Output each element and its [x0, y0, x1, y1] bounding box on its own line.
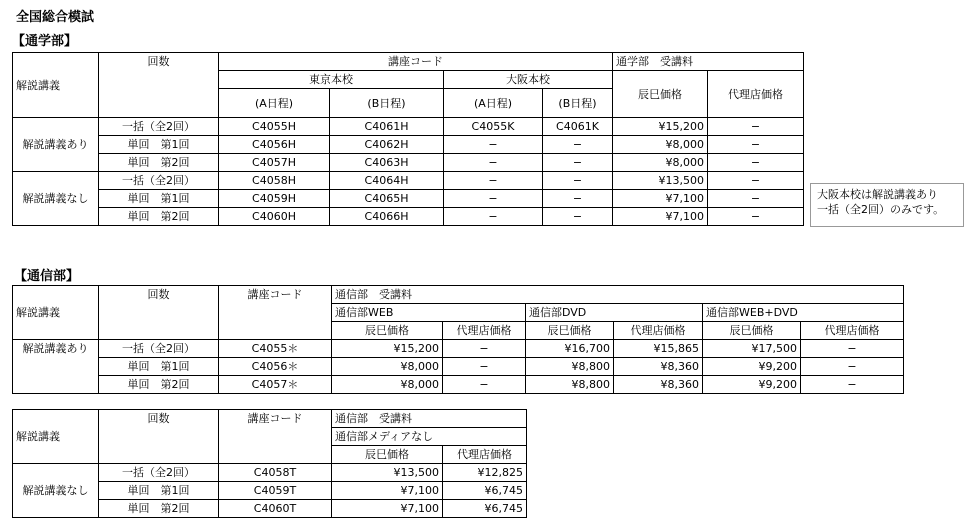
header-webdvd: 通信部WEB+DVD	[703, 304, 904, 322]
header-osaka-b: (B日程)	[543, 89, 613, 118]
cell-code: C4061H	[330, 118, 444, 136]
cell-code: C4057H	[219, 154, 330, 172]
cell-dairiten: −	[801, 376, 904, 394]
cell-dairiten: ¥6,745	[443, 482, 527, 500]
header-fee: 通信部 受講料	[332, 286, 904, 304]
cell-dairiten: −	[708, 190, 804, 208]
header-kaisu: 回数	[99, 53, 219, 118]
cell-code: −	[444, 190, 543, 208]
cell-dairiten: −	[443, 376, 526, 394]
header-dairiten: 代理店価格	[443, 446, 527, 464]
group-label-ari: 解説講義あり	[13, 118, 99, 172]
cell-kaisu: 一括（全2回）	[99, 172, 219, 190]
cell-price: ¥15,200	[613, 118, 708, 136]
header-kaisu: 回数	[99, 286, 219, 340]
cell-code: C4060T	[219, 500, 332, 518]
cell-code: −	[543, 172, 613, 190]
cell-code: C4061K	[543, 118, 613, 136]
header-fee: 通学部 受講料	[613, 53, 804, 71]
cell-kaisu: 一括（全2回）	[99, 464, 219, 482]
cell-price: ¥8,000	[613, 154, 708, 172]
cell-price: ¥8,000	[332, 358, 443, 376]
cell-code: C4055H	[219, 118, 330, 136]
cell-code: C4058T	[219, 464, 332, 482]
cell-price: ¥9,200	[703, 358, 801, 376]
cell-price: ¥7,100	[332, 482, 443, 500]
tsushin-table	[12, 285, 904, 394]
cell-kaisu: 単回 第1回	[99, 358, 219, 376]
cell-code: −	[543, 190, 613, 208]
table-row	[13, 340, 904, 358]
cell-kaisu: 単回 第2回	[99, 376, 219, 394]
cell-code: C4062H	[330, 136, 444, 154]
cell-dairiten: ¥8,360	[614, 358, 703, 376]
header-dairiten: 代理店価格	[801, 322, 904, 340]
section-title-tsugaku: 【通学部】	[12, 34, 78, 49]
cell-code: C4059T	[219, 482, 332, 500]
osaka-note-line1: 大阪本校は解説講義あり	[817, 188, 938, 201]
page-title: 全国総合模試	[16, 10, 95, 25]
header-dvd: 通信部DVD	[526, 304, 703, 322]
table-row	[13, 376, 904, 394]
header-media: 通信部メディアなし	[332, 428, 527, 446]
group-label-ari: 解説講義あり	[13, 340, 99, 394]
cell-kaisu: 一括（全2回）	[99, 118, 219, 136]
cell-dairiten: −	[708, 208, 804, 226]
header-kaisetsu: 解説講義	[13, 410, 99, 464]
cell-price: ¥15,200	[332, 340, 443, 358]
cell-code: C4060H	[219, 208, 330, 226]
table-row	[13, 208, 804, 226]
header-tokyo-a: (A日程)	[219, 89, 330, 118]
header-osaka-a: (A日程)	[444, 89, 543, 118]
header-osaka: 大阪本校	[444, 71, 613, 89]
cell-kaisu: 単回 第1回	[99, 482, 219, 500]
cell-price: ¥8,800	[526, 376, 614, 394]
cell-dairiten: −	[708, 136, 804, 154]
cell-dairiten: −	[801, 358, 904, 376]
header-tatsumi: 辰巳価格	[526, 322, 614, 340]
cell-price: ¥8,000	[613, 136, 708, 154]
header-dairiten: 代理店価格	[443, 322, 526, 340]
cell-price: ¥7,100	[613, 208, 708, 226]
cell-code: −	[543, 136, 613, 154]
cell-dairiten: ¥6,745	[443, 500, 527, 518]
group-label-nashi: 解説講義なし	[13, 172, 99, 226]
cell-kaisu: 一括（全2回）	[99, 340, 219, 358]
tsugaku-table	[12, 52, 804, 226]
header-tatsumi: 辰巳価格	[613, 71, 708, 118]
cell-price: ¥8,000	[332, 376, 443, 394]
header-kaisu: 回数	[99, 410, 219, 464]
cell-code: −	[444, 154, 543, 172]
tsushin-media-table	[12, 409, 527, 518]
group-label-nashi: 解説講義なし	[13, 464, 99, 518]
table-row	[13, 136, 804, 154]
header-code: 講座コード	[219, 286, 332, 340]
cell-price: ¥17,500	[703, 340, 801, 358]
cell-dairiten: −	[708, 172, 804, 190]
cell-dairiten: −	[708, 154, 804, 172]
table-row	[13, 118, 804, 136]
cell-code: C4064H	[330, 172, 444, 190]
header-tatsumi: 辰巳価格	[703, 322, 801, 340]
header-web: 通信部WEB	[332, 304, 526, 322]
cell-dairiten: ¥15,865	[614, 340, 703, 358]
cell-dairiten: −	[443, 340, 526, 358]
cell-code: C4066H	[330, 208, 444, 226]
cell-kaisu: 単回 第1回	[99, 136, 219, 154]
cell-price: ¥16,700	[526, 340, 614, 358]
cell-price: ¥13,500	[613, 172, 708, 190]
header-tokyo-b: (B日程)	[330, 89, 444, 118]
cell-code: C4065H	[330, 190, 444, 208]
header-fee: 通信部 受講料	[332, 410, 527, 428]
cell-code: C4063H	[330, 154, 444, 172]
header-code: 講座コード	[219, 53, 613, 71]
cell-price: ¥13,500	[332, 464, 443, 482]
cell-kaisu: 単回 第2回	[99, 500, 219, 518]
osaka-note	[810, 183, 964, 227]
table-row	[13, 190, 804, 208]
header-tatsumi: 辰巳価格	[332, 446, 443, 464]
cell-code: C4059H	[219, 190, 330, 208]
cell-code: C4056＊	[219, 358, 332, 376]
section-title-tsushin: 【通信部】	[14, 269, 80, 284]
cell-code: C4058H	[219, 172, 330, 190]
cell-code: −	[543, 154, 613, 172]
cell-code: −	[444, 136, 543, 154]
cell-kaisu: 単回 第1回	[99, 190, 219, 208]
header-dairiten: 代理店価格	[614, 322, 703, 340]
header-tatsumi: 辰巳価格	[332, 322, 443, 340]
header-tokyo: 東京本校	[219, 71, 444, 89]
table-row	[13, 154, 804, 172]
header-code: 講座コード	[219, 410, 332, 464]
cell-code: C4056H	[219, 136, 330, 154]
cell-code: −	[444, 208, 543, 226]
cell-kaisu: 単回 第2回	[99, 208, 219, 226]
cell-dairiten: −	[443, 358, 526, 376]
cell-price: ¥8,800	[526, 358, 614, 376]
table-row	[13, 358, 904, 376]
header-dairiten: 代理店価格	[708, 71, 804, 118]
cell-dairiten: −	[801, 340, 904, 358]
cell-dairiten: ¥8,360	[614, 376, 703, 394]
cell-code: C4055K	[444, 118, 543, 136]
cell-dairiten: −	[708, 118, 804, 136]
cell-price: ¥7,100	[613, 190, 708, 208]
header-kaisetsu: 解説講義	[13, 53, 99, 118]
cell-code: C4055＊	[219, 340, 332, 358]
osaka-note-line2: 一括（全2回）のみです。	[817, 203, 945, 216]
header-kaisetsu: 解説講義	[13, 286, 99, 340]
cell-code: −	[444, 172, 543, 190]
cell-price: ¥9,200	[703, 376, 801, 394]
table-row	[13, 172, 804, 190]
cell-kaisu: 単回 第2回	[99, 154, 219, 172]
cell-price: ¥7,100	[332, 500, 443, 518]
cell-code: −	[543, 208, 613, 226]
cell-dairiten: ¥12,825	[443, 464, 527, 482]
table-row	[13, 464, 527, 482]
cell-code: C4057＊	[219, 376, 332, 394]
